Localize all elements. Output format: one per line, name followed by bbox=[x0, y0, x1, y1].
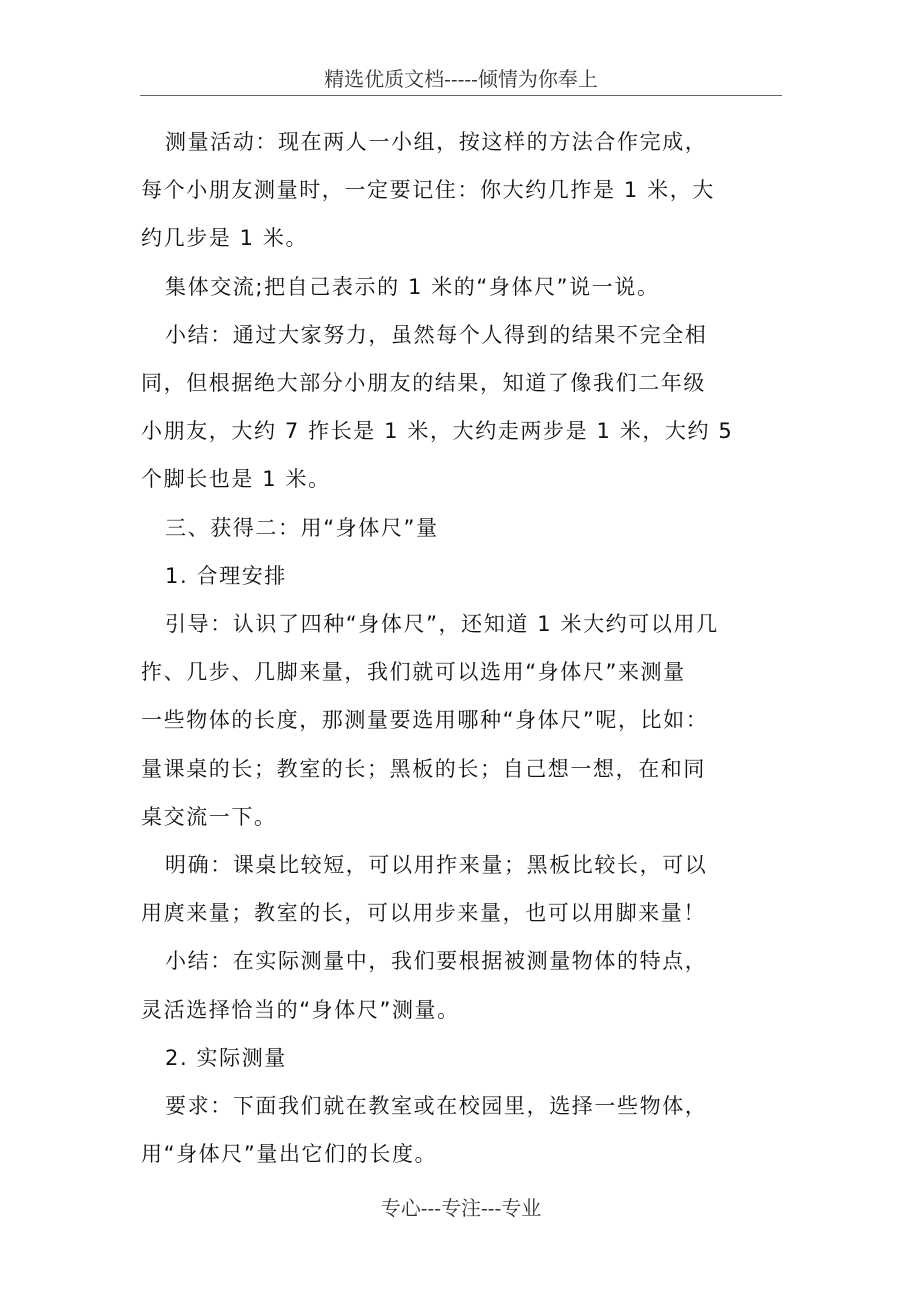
text-line: 小结：通过大家努力，虽然每个人得到的结果不完全相 bbox=[165, 322, 708, 347]
paragraph-summary-1 bbox=[141, 311, 781, 504]
text-line: 一些物体的长度，那测量要选用哪种“身体尺”呢，比如： bbox=[141, 708, 709, 733]
paragraph-requirement bbox=[141, 1082, 781, 1178]
text-line: 明确：课桌比较短，可以用拃来量；黑板比较长，可以 bbox=[165, 853, 708, 878]
page-footer: 专心---专注---专业 bbox=[380, 1196, 542, 1220]
text-line: 拃、几步、几脚来量，我们就可以选用“身体尺”来测量 bbox=[141, 660, 686, 685]
subheading-reasonable-arrangement bbox=[141, 552, 781, 600]
text-line: 三、获得二：用“身体尺”量 bbox=[165, 515, 439, 540]
subheading-actual-measurement bbox=[141, 1034, 781, 1082]
text-line: 引导：认识了四种“身体尺”，还知道 1 米大约可以用几 bbox=[165, 612, 719, 637]
text-line: 灵活选择恰当的“身体尺”测量。 bbox=[141, 997, 460, 1022]
text-line: 每个小朋友测量时，一定要记住：你大约几拃是 1 米，大 bbox=[141, 178, 715, 203]
text-line: 用庹来量；教室的长，可以用步来量，也可以用脚来量！ bbox=[141, 901, 706, 926]
text-line: 个脚长也是 1 米。 bbox=[141, 467, 331, 492]
paragraph-clarification bbox=[141, 841, 781, 937]
paragraph-group-exchange bbox=[141, 263, 781, 311]
text-line: 桌交流一下。 bbox=[141, 804, 277, 829]
text-line: 小朋友，大约 7 拃长是 1 米，大约走两步是 1 米，大约 5 bbox=[141, 419, 734, 444]
document-body bbox=[141, 118, 781, 1178]
text-line: 1. 合理安排 bbox=[165, 563, 287, 588]
text-line: 量课桌的长；教室的长；黑板的长；自己想一想，在和同 bbox=[141, 756, 706, 781]
text-line: 小结：在实际测量中，我们要根据被测量物体的特点， bbox=[165, 949, 708, 974]
text-line: 要求：下面我们就在教室或在校园里，选择一些物体， bbox=[165, 1094, 708, 1119]
paragraph-summary-2 bbox=[141, 937, 781, 1033]
text-line: 2. 实际测量 bbox=[165, 1045, 287, 1070]
text-line: 约几步是 1 米。 bbox=[141, 226, 309, 251]
paragraph-measuring-activity bbox=[141, 118, 781, 263]
paragraph-guidance bbox=[141, 600, 781, 841]
text-line: 集体交流;把自己表示的 1 米的“身体尺”说一说。 bbox=[165, 274, 660, 299]
page-header: 精选优质文档-----倾情为你奉上 bbox=[324, 67, 598, 91]
header-rule bbox=[140, 95, 782, 96]
text-line: 同，但根据绝大部分小朋友的结果，知道了像我们二年级 bbox=[141, 371, 706, 396]
section-heading-3 bbox=[141, 504, 781, 552]
text-line: 测量活动：现在两人一小组，按这样的方法合作完成， bbox=[165, 130, 708, 154]
text-line: 用“身体尺”量出它们的长度。 bbox=[141, 1142, 438, 1167]
